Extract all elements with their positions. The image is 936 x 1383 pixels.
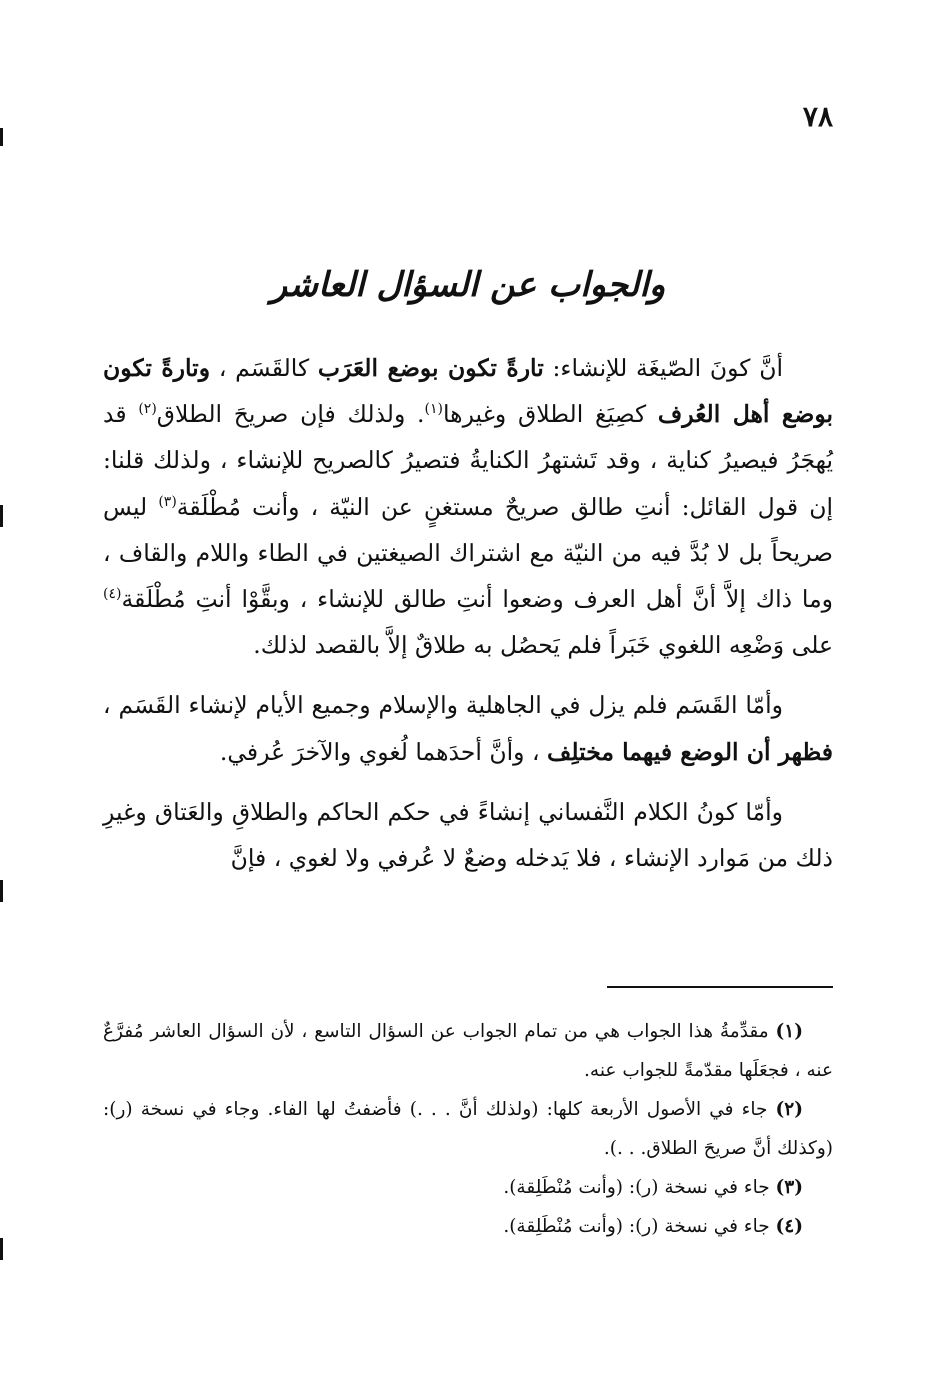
footnote-text: جاء في نسخة (ر): (وأنت مُنْطَلِقة). <box>503 1177 770 1198</box>
footnote-number: (٣) <box>775 1177 803 1198</box>
emphasized-text: وتارةً تكون بوضع أهل العُرف <box>103 354 834 429</box>
emphasized-text: فظهر أن الوضع فيهما مختلِف <box>547 737 833 766</box>
chapter-heading: والجواب عن السؤال العاشر <box>270 265 666 305</box>
footnote-reference: (٣) <box>158 493 177 510</box>
footnote-reference: (١) <box>424 401 444 418</box>
text-segment: وأمّا القَسَم فلم يزل في الجاهلية والإسلام وجميع الأيام لإنشاء القَسَم ، <box>103 691 783 720</box>
text-segment: قد يُهجَرُ فيصيرُ كناية ، وقد تَشتهرُ الكنايةُ فتصيرُ كالصريح للإنشاء ، ولذلك قلنا: إن قول القائل: أنتِ طالق صريحٌ مستغنٍ عن النيّة ، وأنت مُطْلَقة <box>103 400 833 521</box>
footnote-text: جاء في الأصول الأربعة كلها: (ولذلك أنَّ . . .) فأضفتُ لها الفاء. وجاء في نسخة (ر): (وكذلك أنَّ صريحَ الطلاق. . .). <box>103 1099 833 1159</box>
scan-edge-mark <box>0 505 3 527</box>
footnote-divider <box>607 986 833 988</box>
text-segment: . ولذلك فإن صريحَ الطلاق <box>156 400 425 429</box>
footnote-number: (٢) <box>775 1099 803 1120</box>
text-segment: ، وأنَّ أحدَهما لُغوي والآخرَ عُرفي. <box>219 737 548 766</box>
footnote-text: مقدِّمةُ هذا الجواب هي من تمام الجواب عن السؤال التاسع ، لأن السؤال العاشر مُفرَّعٌ عنه ، فجعَلَها مقدّمةً للجواب عنه. <box>103 1021 833 1081</box>
body-paragraph <box>103 345 833 668</box>
footnote-number: (٤) <box>775 1216 803 1237</box>
text-segment: وأمّا كونُ الكلام النَّفساني إنشاءً في حكم الحاكم والطلاقِ والعَتاق وغيرِ ذلك من مَوارد الإنشاء ، فلا يَدخله وضعٌ لا عُرفي ولا لغوي ، فإنَّ <box>103 797 833 873</box>
footnote <box>103 1012 833 1090</box>
footnote-number: (١) <box>775 1021 803 1042</box>
footnote-reference: (٤) <box>103 586 122 603</box>
main-text <box>103 345 833 881</box>
footnotes-section <box>103 1012 833 1246</box>
footnote <box>103 1090 833 1168</box>
scan-edge-mark <box>0 128 3 146</box>
text-segment: ليس صريحاً بل لا بُدَّ فيه من النيّة مع اشتراك الصيغتين في الطاء واللام والقاف ، وما ذاك إلاَّ أنَّ أهل العرف وضعوا أنتِ طالق للإنشاء ، وبقَّوْا أنتِ مُطْلَقة <box>103 492 833 614</box>
footnote-reference: (٢) <box>138 401 157 418</box>
text-segment: كصِيَغ الطلاق وغيرها <box>443 400 658 429</box>
footnote-text: جاء في نسخة (ر): (وأنت مُنْطَلِقة). <box>503 1216 770 1237</box>
text-segment: على وَضْعِه اللغوي خَبَراً فلم يَحصُل به طلاقٌ إلاَّ بالقصد لذلك. <box>253 631 833 660</box>
text-segment: أنَّ كونَ الصّيغَة للإنشاء: <box>543 354 783 382</box>
footnote <box>103 1168 833 1207</box>
text-segment: كالقَسَم ، <box>210 354 318 382</box>
body-paragraph <box>103 789 833 881</box>
scan-edge-mark <box>0 1238 3 1260</box>
footnote <box>103 1207 833 1246</box>
scan-edge-mark <box>0 880 3 902</box>
body-paragraph <box>103 682 833 774</box>
page-number: ٧٨ <box>802 100 833 133</box>
emphasized-text: تارةً تكون بوضع العَرَب <box>317 354 544 382</box>
